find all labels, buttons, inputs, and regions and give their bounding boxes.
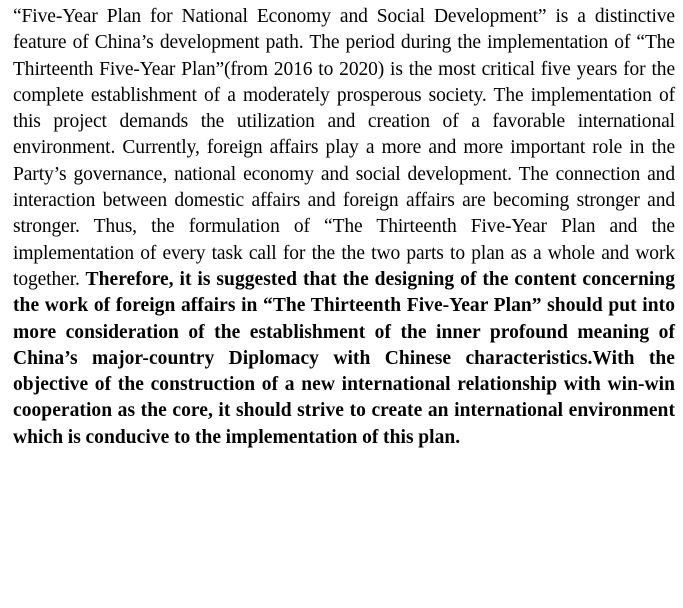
- body-paragraph: [13, 4, 675, 451]
- bold-suggestion-text: Therefore, it is suggested that the designing of the content concerning the work of foreign affairs in “The Thirteenth Five-Year Plan” should put into more consideration of the establishment of the inner profound meaning of China’s major-country Diplomacy with Chinese characteristics.With the objective of the construction of a new international relationship with win-win cooperation as the core, it should strive to create an international environment which is conducive to the implementation of this plan.: [13, 268, 675, 448]
- regular-text: “Five-Year Plan for National Economy and Social Development” is a distinctive feature of China’s development path. The period during the implementation of “The Thirteenth Five-Year Plan”(from 2016 to 2020) is the most critical five years for the complete establishment of a moderately prosperous society. The implementation of this project demands the utilization and creation of a favorable international environment. Currently, foreign affairs play a more and more important role in the Party’s governance, national economy and social development. The connection and interaction between domestic affairs and foreign affairs are becoming stronger and stronger. Thus, the formulation of “The Thirteenth Five-Year Plan and the implementation of every task call for the the two parts to plan as a whole and work together.: [13, 6, 675, 290]
